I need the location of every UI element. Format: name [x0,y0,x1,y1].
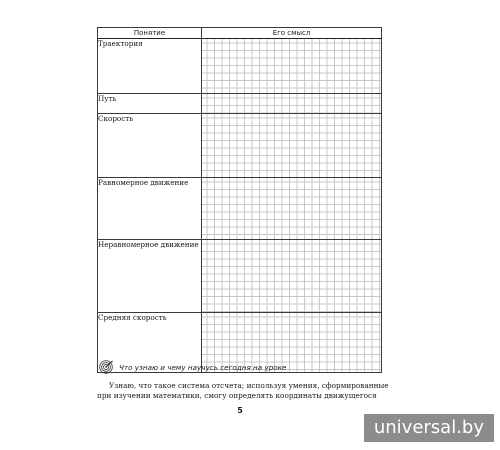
term-path: Путь [98,94,202,114]
term-nonuniform-motion: Неравномерное движение [98,240,202,313]
table-row [98,240,382,313]
table-header-row [98,28,382,39]
term-average-speed: Средняя скорость [98,313,202,373]
table-row [98,39,382,94]
meaning-answer-grid[interactable] [202,240,382,313]
body-line: Узнаю, что такое система отсчета; используя умения, сформированные [109,381,389,390]
term-trajectory: Траектория [98,39,202,94]
header-meaning: Его смысл [202,28,382,39]
meaning-answer-grid[interactable] [202,94,382,114]
body-line: при изучении математики, смогу определять координаты движущегося [97,391,377,400]
body-paragraph [97,381,389,401]
table-row [98,94,382,114]
target-icon [99,360,113,374]
term-uniform-motion: Равномерное движение [98,178,202,240]
table-row [98,114,382,178]
header-term: Понятие [98,28,202,39]
meaning-answer-grid[interactable] [202,39,382,94]
meaning-answer-grid[interactable] [202,178,382,240]
concepts-table [97,27,382,373]
term-speed: Скорость [98,114,202,178]
meaning-answer-grid[interactable] [202,114,382,178]
page-number: 5 [237,406,243,415]
watermark-badge: universal.by [364,414,494,442]
lesson-goal [99,360,286,374]
lesson-goal-text: Что узнаю и чему научусь сегодня на уроке [119,362,287,372]
table-row [98,178,382,240]
